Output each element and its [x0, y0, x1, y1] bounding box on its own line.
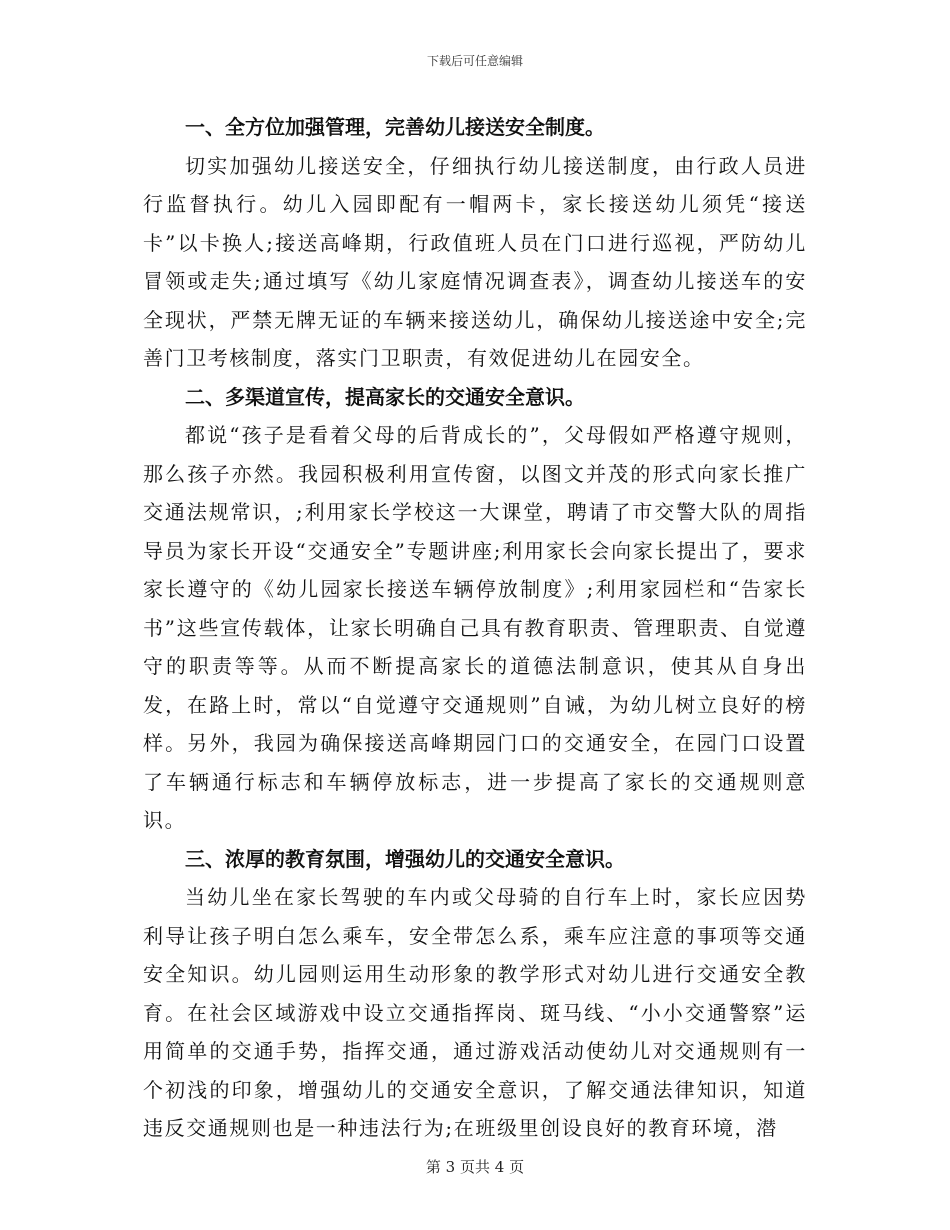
section-1-paragraph: 切实加强幼儿接送安全，仔细执行幼儿接送制度，由行政人员进行监督执行。幼儿入园即配有一帽两卡，家长接送幼儿须凭“接送卡”以卡换人;接送高峰期，行政值班人员在门口进行巡视，严防幼儿冒领或走失;通过填写《幼儿家庭情况调查表》，调查幼儿接送车的安全现状，严禁无牌无证的车辆来接送幼儿，确保幼儿接送途中安全;完善门卫考核制度，落实门卫职责，有效促进幼儿在园安全。 [143, 153, 807, 370]
page-number-footer: 第 3 页共 4 页 [425, 1158, 525, 1176]
section-2-heading: 二、多渠道宣传，提高家长的交通安全意识。 [185, 384, 585, 409]
section-2-paragraph: 都说“孩子是看着父母的后背成长的”，父母假如严格遵守规则，那么孩子亦然。我园积极利用宣传窗，以图文并茂的形式向家长推广交通法规常识，;利用家长学校这一大课堂，聘请了市交警大队的周指导员为家长开设“交通安全”专题讲座;利用家长会向家长提出了，要求家长遵守的《幼儿园家长接送车辆停放制度》;利用家园栏和“告家长书”这些宣传载体，让家长明确自己具有教育职责、管理职责、自觉遵守的职责等等。从而不断提高家长的道德法制意识，使其从自身出发，在路上时，常以“自觉遵守交通规则”自诫，为幼儿树立良好的榜样。另外，我园为确保接送高峰期园门口的交通安全，在园门口设置了车辆通行标志和车辆停放标志，进一步提高了家长的交通规则意识。 [143, 423, 807, 832]
section-3-heading: 三、浓厚的教育氛围，增强幼儿的交通安全意识。 [185, 846, 625, 871]
section-3-paragraph: 当幼儿坐在家长驾驶的车内或父母骑的自行车上时，家长应因势利导让孩子明白怎么乘车，安全带怎么系，乘车应注意的事项等交通安全知识。幼儿园则运用生动形象的教学形式对幼儿进行交通安全教育。在社会区域游戏中设立交通指挥岗、斑马线、“小小交通警察”运用简单的交通手势，指挥交通，通过游戏活动使幼儿对交通规则有一个初浅的印象，增强幼儿的交通安全意识，了解交通法律知识，知道违反交通规则也是一种违法行为;在班级里创设良好的教育环境，潜 [143, 885, 807, 1140]
page-header-note: 下载后可任意编辑 [426, 54, 523, 68]
section-1-heading: 一、全方位加强管理，完善幼儿接送安全制度。 [185, 115, 605, 139]
document-body [143, 108, 807, 1148]
